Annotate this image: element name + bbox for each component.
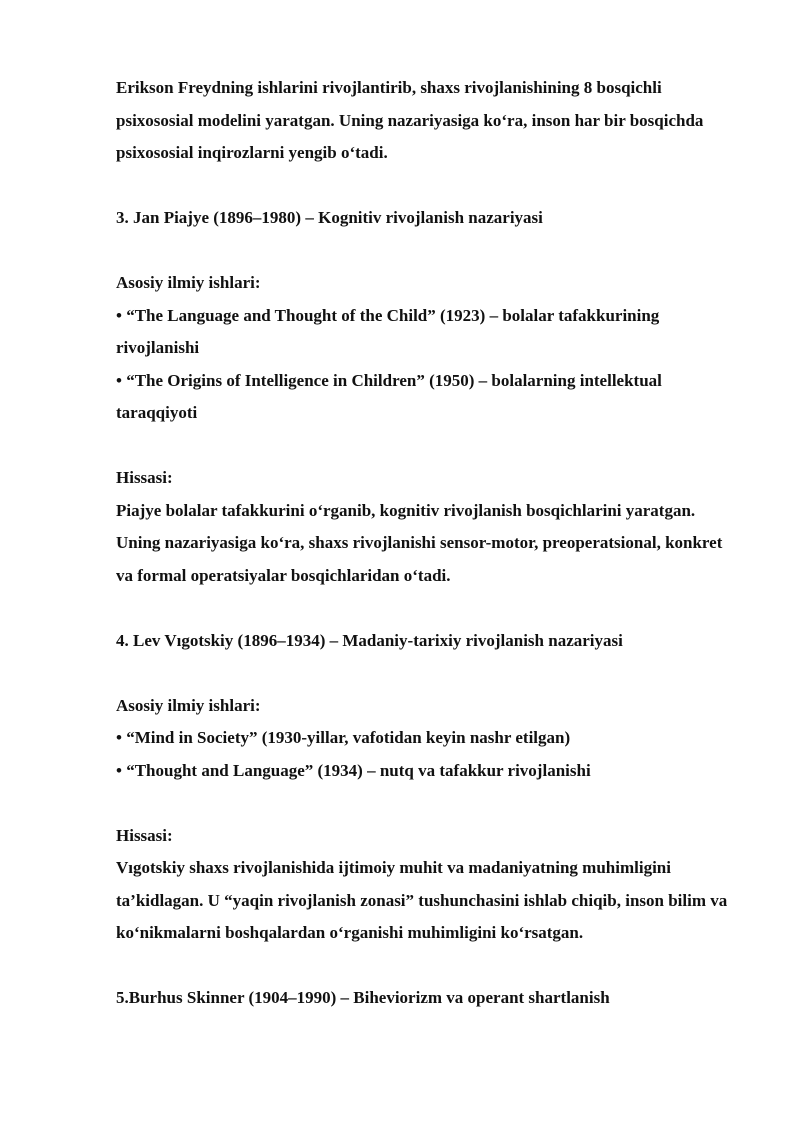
spacer xyxy=(116,592,736,625)
section-3-heading: 3. Jan Piajye (1896–1980) – Kognitiv rivojlanish nazariyasi xyxy=(116,208,543,227)
section-4-works-label: Asosiy ilmiy ishlari: xyxy=(116,695,261,715)
document-page xyxy=(116,72,736,1015)
spacer xyxy=(116,950,736,983)
section-5-heading: 5.Burhus Skinner (1904–1990) – Biheviorizm va operant shartlanish xyxy=(116,988,610,1007)
section-4-contribution: Vıgotskiy shaxs rivojlanishida ijtimoiy muhit va madaniyatning muhimligini ta’kidlagan. U “yaqin rivojlanish zonasi” tushunchasini ishlab chiqib, inson bilim va ko‘nikmalarni boshqalardan o‘rganishi muhimligini ko‘rsatgan. xyxy=(116,858,728,942)
section-3-work-item: • “The Origins of Intelligence in Children” (1950) – bolalarning intellektual taraqqiyoti xyxy=(116,370,662,422)
section-4-work-item: • “Thought and Language” (1934) – nutq va tafakkur rivojlanishi xyxy=(116,760,591,780)
spacer xyxy=(116,787,736,820)
section-4-heading: 4. Lev Vıgotskiy (1896–1934) – Madaniy-tarixiy rivojlanish nazariyasi xyxy=(116,630,623,650)
section-3-contribution: Piajye bolalar tafakkurini o‘rganib, kognitiv rivojlanish bosqichlarini yaratgan. Uning nazariyasiga ko‘ra, shaxs rivojlanishi sensor-motor, preoperatsional, konkret va formal operatsiyalar bosqichlaridan o‘tadi. xyxy=(116,500,723,585)
section-4-work-item: • “Mind in Society” (1930-yillar, vafotidan keyin nashr etilgan) xyxy=(116,728,571,747)
spacer xyxy=(116,657,736,690)
section-3-contribution-label: Hissasi: xyxy=(116,468,173,487)
section-4-contribution-label: Hissasi: xyxy=(116,825,173,845)
intro-paragraph: Erikson Freydning ishlarini rivojlantirib, shaxs rivojlanishining 8 bosqichli psixososial modelini yaratgan. Uning nazariyasiga ko‘ra, inson har bir bosqichda psixososial inqirozlarni yengib o‘tadi. xyxy=(116,78,704,162)
section-3-work-item: • “The Language and Thought of the Child” (1923) – bolalar tafakkurining rivojlanishi xyxy=(116,305,660,357)
spacer xyxy=(116,170,736,203)
section-3-works-label: Asosiy ilmiy ishlari: xyxy=(116,273,261,292)
spacer xyxy=(116,430,736,463)
spacer xyxy=(116,235,736,268)
